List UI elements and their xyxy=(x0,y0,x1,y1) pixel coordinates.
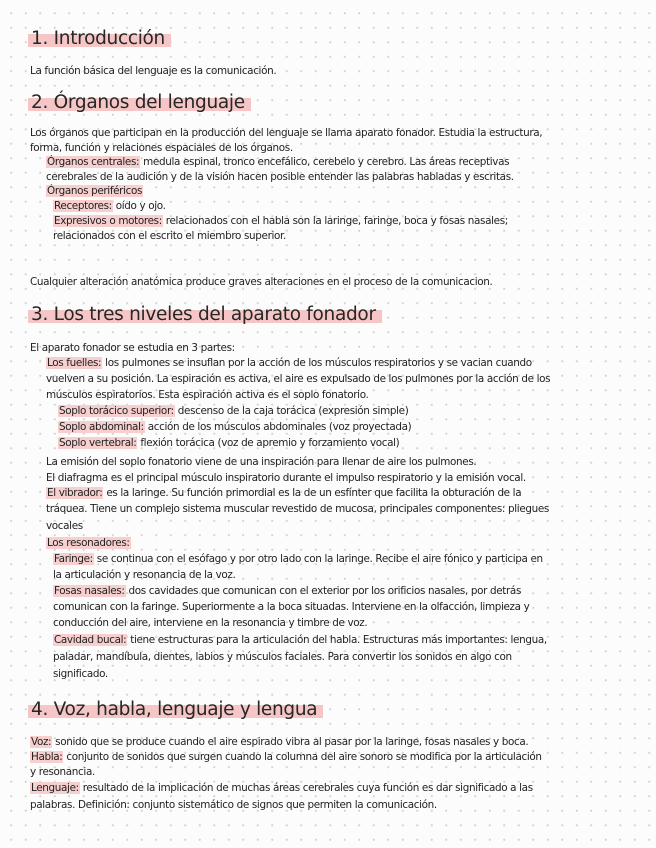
definition xyxy=(30,736,640,750)
term-text: sonido que se produce cuando el aire espirado vibra al pasar por la laringe, fosas nasales y boca. xyxy=(52,736,529,748)
term-text: acción de los músculos abdominales (voz proyectada) xyxy=(144,421,412,433)
section-heading: 2. Órganos del lenguaje xyxy=(28,91,251,115)
term-highlight: Expresivos o motores: xyxy=(54,215,162,227)
sub-list-item xyxy=(58,421,656,435)
term-text: los pulmones se insuflan por la acción de los músculos respiratorios y se vacian cuando xyxy=(102,357,532,369)
term-highlight: Los fuelles: xyxy=(47,357,102,369)
sub-list-item-line: significado. xyxy=(53,668,108,680)
list-item-line: cerebrales de la audición y de la visión hacen posible entender las palabras habladas y escritas. xyxy=(46,171,514,183)
paragraph: Cualquier alteración anatómica produce graves alteraciones en el proceso de la comunicacion. xyxy=(30,276,493,288)
list-item xyxy=(46,537,656,551)
term-highlight: Faringe: xyxy=(54,553,93,565)
term-text: descenso de la caja torácica (expresión simple) xyxy=(174,405,409,417)
list-item-line: vuelven a su posición. La espiración es activa, el aire es expulsado de los pulmones por la acción de los xyxy=(46,373,551,385)
term-highlight: Fosas nasales: xyxy=(54,585,125,597)
list-item xyxy=(46,487,656,501)
term-text: medula espinal, tronco encefálico, cerebelo y cerebro. Las áreas receptivas xyxy=(140,156,510,168)
sub-list-item xyxy=(53,200,656,214)
term-text: es la laringe. Su función primordial es la de un esfínter que facilita la obturación de la xyxy=(103,487,522,499)
sub-list-item xyxy=(58,405,656,419)
sub-list-item-line: relacionados con el escrito el miembro superior. xyxy=(53,230,286,242)
list-item-line: vocales xyxy=(46,520,83,532)
list-item xyxy=(46,357,656,371)
sub-list-item xyxy=(53,553,656,567)
sub-list-item-line: paladar, mandíbula, dientes, labios y músculos faciales. Para convertir los sonidos en algo con xyxy=(53,651,512,663)
sub-list-item-line: comunican con la faringe. Superiormente a la boca situadas. Interviene en la olfacción, limpieza y xyxy=(53,601,530,613)
sub-list-item xyxy=(53,215,656,229)
term-text: se continua con el esófago y por otro lado con la laringe. Recibe el aire fónico y participa en xyxy=(93,553,543,565)
term-highlight: Soplo vertebral: xyxy=(59,437,137,449)
term-text: oído y ojo. xyxy=(112,200,166,212)
section-heading: 3. Los tres niveles del aparato fonador xyxy=(28,303,382,327)
term-text: resultado de la implicación de muchas áreas cerebrales cuya función es dar significado a las xyxy=(79,782,533,794)
list-item xyxy=(46,185,656,199)
term-highlight: Receptores: xyxy=(54,200,112,212)
sub-list-item-line: conducción del aire, interviene en la resonancia y timbre de voz. xyxy=(53,617,368,629)
definition xyxy=(30,751,640,765)
term-highlight: Órganos centrales: xyxy=(47,156,140,168)
term-text: dos cavidades que comunican con el exterior por los orificios nasales, por detrás xyxy=(125,585,522,597)
term-highlight: Habla: xyxy=(31,751,63,763)
section-heading: 1. Introducción xyxy=(28,27,171,51)
term-text: tiene estructuras para la articulación del habla. Estructuras más importantes: lengua, xyxy=(127,634,547,646)
paragraph-line: forma, función y relaciones espaciales de los órganos. xyxy=(30,142,293,154)
section-heading: 4. Voz, habla, lenguaje y lengua xyxy=(28,698,323,722)
list-item-line: tráquea. Tiene un complejo sistema muscular revestido de mucosa, principales componentes: pliegues xyxy=(46,503,549,515)
term-highlight: Los resonadores: xyxy=(47,537,130,549)
term-text: flexión torácica (voz de apremio y forzamiento vocal) xyxy=(137,437,400,449)
list-item xyxy=(46,156,656,170)
term-text: conjunto de sonidos que surgen cuando la columna del aire sonoro se modifica por la articulación xyxy=(63,751,542,763)
sub-list-item xyxy=(58,437,656,451)
list-item-line: músculos espiratorios. Esta espiración activa es el soplo fonatorio. xyxy=(46,389,369,401)
term-highlight: Lenguaje: xyxy=(31,782,79,794)
definition xyxy=(30,782,640,796)
term-highlight: Órganos periféricos xyxy=(47,185,143,197)
definition-line: palabras. Definición: conjunto sistemático de signos que permiten la comunicación. xyxy=(30,799,437,811)
definition-line: y resonancia. xyxy=(30,766,95,778)
term-highlight: Soplo abdominal: xyxy=(59,421,144,433)
sub-list-item xyxy=(53,634,656,648)
term-highlight: El vibrador: xyxy=(47,487,103,499)
paragraph-line: Los órganos que participan en la producción del lenguaje se llama aparato fonador. Estudia la estructura, xyxy=(30,127,543,139)
term-highlight: Voz: xyxy=(31,736,52,748)
paragraph: El diafragma es el principal músculo inspiratorio durante el impulso respiratorio y la emisión vocal. xyxy=(46,472,526,484)
paragraph: La emisión del soplo fonatorio viene de una inspiración para llenar de aire los pulmones. xyxy=(46,456,477,468)
term-text: relacionados con el habla son la laringe, faringe, boca y fosas nasales; xyxy=(162,215,508,227)
sub-list-item xyxy=(53,585,656,599)
term-highlight: Soplo torácico superior: xyxy=(59,405,174,417)
term-highlight: Cavidad bucal: xyxy=(54,634,127,646)
paragraph: La función básica del lenguaje es la comunicación. xyxy=(30,65,277,77)
paragraph: El aparato fonador se estudia en 3 partes: xyxy=(30,342,235,354)
sub-list-item-line: la articulación y resonancia de la voz. xyxy=(53,569,236,581)
